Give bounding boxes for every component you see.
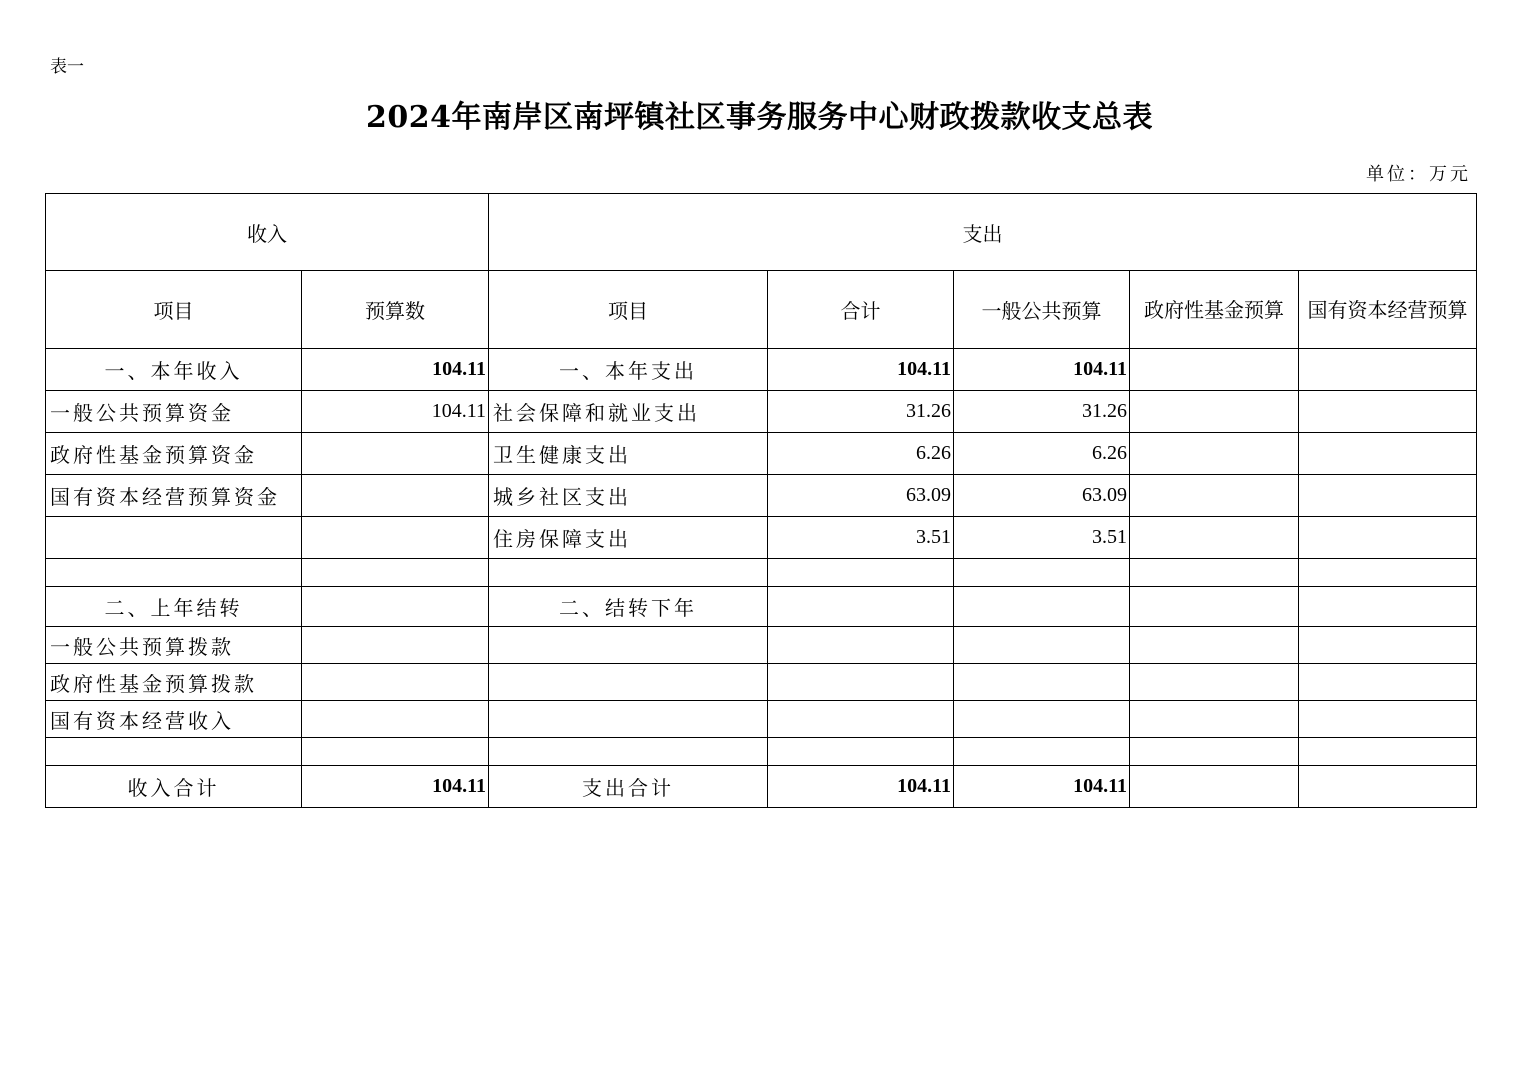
gov-fund-cell — [1130, 627, 1299, 664]
total-cell: 6.26 — [768, 433, 954, 475]
table-row — [46, 559, 1477, 587]
table-row — [46, 627, 1477, 664]
table-row — [46, 738, 1477, 766]
exp-item-cell: 一、本年支出 — [489, 349, 768, 391]
income-item-cell — [46, 738, 302, 766]
income-item-cell: 政府性基金预算资金 — [46, 433, 302, 475]
income-item-cell: 一般公共预算资金 — [46, 391, 302, 433]
total-cell — [768, 701, 954, 738]
table-row — [46, 391, 1477, 433]
gov-fund-cell — [1130, 738, 1299, 766]
state-capital-cell — [1299, 349, 1477, 391]
document-title: 2024年南岸区南坪镇社区事务服务中心财政拨款收支总表 — [366, 100, 1153, 135]
income-item-cell: 二、上年结转 — [46, 587, 302, 627]
gov-fund-cell — [1130, 664, 1299, 701]
total-cell: 31.26 — [768, 391, 954, 433]
expenditure-total-label: 支出合计 — [489, 766, 768, 808]
income-budget-cell — [302, 433, 489, 475]
state-capital-cell — [1299, 627, 1477, 664]
total-cell — [768, 738, 954, 766]
income-group-header: 收入 — [46, 194, 489, 271]
exp-item-cell: 城乡社区支出 — [489, 475, 768, 517]
income-total-label: 收入合计 — [46, 766, 302, 808]
state-capital-cell — [1299, 738, 1477, 766]
income-budget-cell — [302, 559, 489, 587]
state-capital-cell — [1299, 391, 1477, 433]
gov-fund-header: 政府性基金预算 — [1130, 271, 1299, 349]
income-total-value: 104.11 — [302, 766, 489, 808]
state-capital-cell — [1299, 766, 1477, 808]
table-number-label: 表一 — [50, 57, 84, 77]
exp-item-cell: 二、结转下年 — [489, 587, 768, 627]
expenditure-group-header: 支出 — [489, 194, 1477, 271]
general-budget-cell — [954, 664, 1130, 701]
state-capital-header: 国有资本经营预算 — [1299, 271, 1477, 349]
income-budget-cell: 104.11 — [302, 391, 489, 433]
state-capital-cell — [1299, 475, 1477, 517]
gov-fund-cell — [1130, 433, 1299, 475]
total-cell: 3.51 — [768, 517, 954, 559]
exp-item-cell — [489, 664, 768, 701]
gov-fund-cell — [1130, 766, 1299, 808]
table-row — [46, 475, 1477, 517]
gov-fund-cell — [1130, 517, 1299, 559]
exp-item-header: 项目 — [489, 271, 768, 349]
general-budget-cell: 104.11 — [954, 766, 1130, 808]
total-cell: 104.11 — [768, 349, 954, 391]
income-budget-cell — [302, 587, 489, 627]
income-item-header: 项目 — [46, 271, 302, 349]
income-budget-cell: 104.11 — [302, 349, 489, 391]
state-capital-cell — [1299, 517, 1477, 559]
exp-item-cell: 社会保障和就业支出 — [489, 391, 768, 433]
general-budget-cell: 104.11 — [954, 349, 1130, 391]
exp-item-cell: 住房保障支出 — [489, 517, 768, 559]
total-cell: 63.09 — [768, 475, 954, 517]
state-capital-cell — [1299, 433, 1477, 475]
income-item-cell: 一、本年收入 — [46, 349, 302, 391]
income-item-cell: 国有资本经营收入 — [46, 701, 302, 738]
gov-fund-cell — [1130, 391, 1299, 433]
exp-item-cell — [489, 738, 768, 766]
totals-row — [46, 766, 1477, 808]
exp-item-cell — [489, 701, 768, 738]
state-capital-cell — [1299, 559, 1477, 587]
state-capital-cell — [1299, 664, 1477, 701]
total-cell — [768, 664, 954, 701]
general-budget-cell — [954, 738, 1130, 766]
state-capital-cell — [1299, 701, 1477, 738]
general-budget-cell — [954, 701, 1130, 738]
general-budget-header: 一般公共预算 — [954, 271, 1130, 349]
table-row — [46, 664, 1477, 701]
total-cell — [768, 559, 954, 587]
table-row — [46, 701, 1477, 738]
table-row — [46, 517, 1477, 559]
table-row — [46, 587, 1477, 627]
header-row-columns — [46, 271, 1477, 349]
gov-fund-cell — [1130, 559, 1299, 587]
general-budget-cell: 31.26 — [954, 391, 1130, 433]
exp-item-cell: 卫生健康支出 — [489, 433, 768, 475]
total-cell — [768, 627, 954, 664]
income-budget-cell — [302, 738, 489, 766]
income-budget-cell — [302, 475, 489, 517]
state-capital-cell — [1299, 587, 1477, 627]
general-budget-cell: 6.26 — [954, 433, 1130, 475]
exp-item-cell — [489, 559, 768, 587]
exp-item-cell — [489, 627, 768, 664]
income-budget-cell — [302, 517, 489, 559]
unit-label: 单位：万元 — [1366, 164, 1471, 185]
income-budget-cell — [302, 701, 489, 738]
income-budget-cell — [302, 664, 489, 701]
gov-fund-cell — [1130, 701, 1299, 738]
general-budget-cell — [954, 627, 1130, 664]
general-budget-cell — [954, 559, 1130, 587]
total-header: 合计 — [768, 271, 954, 349]
income-item-cell: 国有资本经营预算资金 — [46, 475, 302, 517]
general-budget-cell: 63.09 — [954, 475, 1130, 517]
income-item-cell: 政府性基金预算拨款 — [46, 664, 302, 701]
table-row — [46, 349, 1477, 391]
general-budget-cell: 3.51 — [954, 517, 1130, 559]
income-item-cell — [46, 559, 302, 587]
gov-fund-cell — [1130, 475, 1299, 517]
header-row-group — [46, 194, 1477, 271]
income-budget-cell — [302, 627, 489, 664]
gov-fund-cell — [1130, 349, 1299, 391]
total-cell — [768, 587, 954, 627]
budget-summary-table — [45, 193, 1477, 808]
general-budget-cell — [954, 587, 1130, 627]
total-cell: 104.11 — [768, 766, 954, 808]
income-item-cell — [46, 517, 302, 559]
income-budget-header: 预算数 — [302, 271, 489, 349]
gov-fund-cell — [1130, 587, 1299, 627]
income-item-cell: 一般公共预算拨款 — [46, 627, 302, 664]
table-row — [46, 433, 1477, 475]
